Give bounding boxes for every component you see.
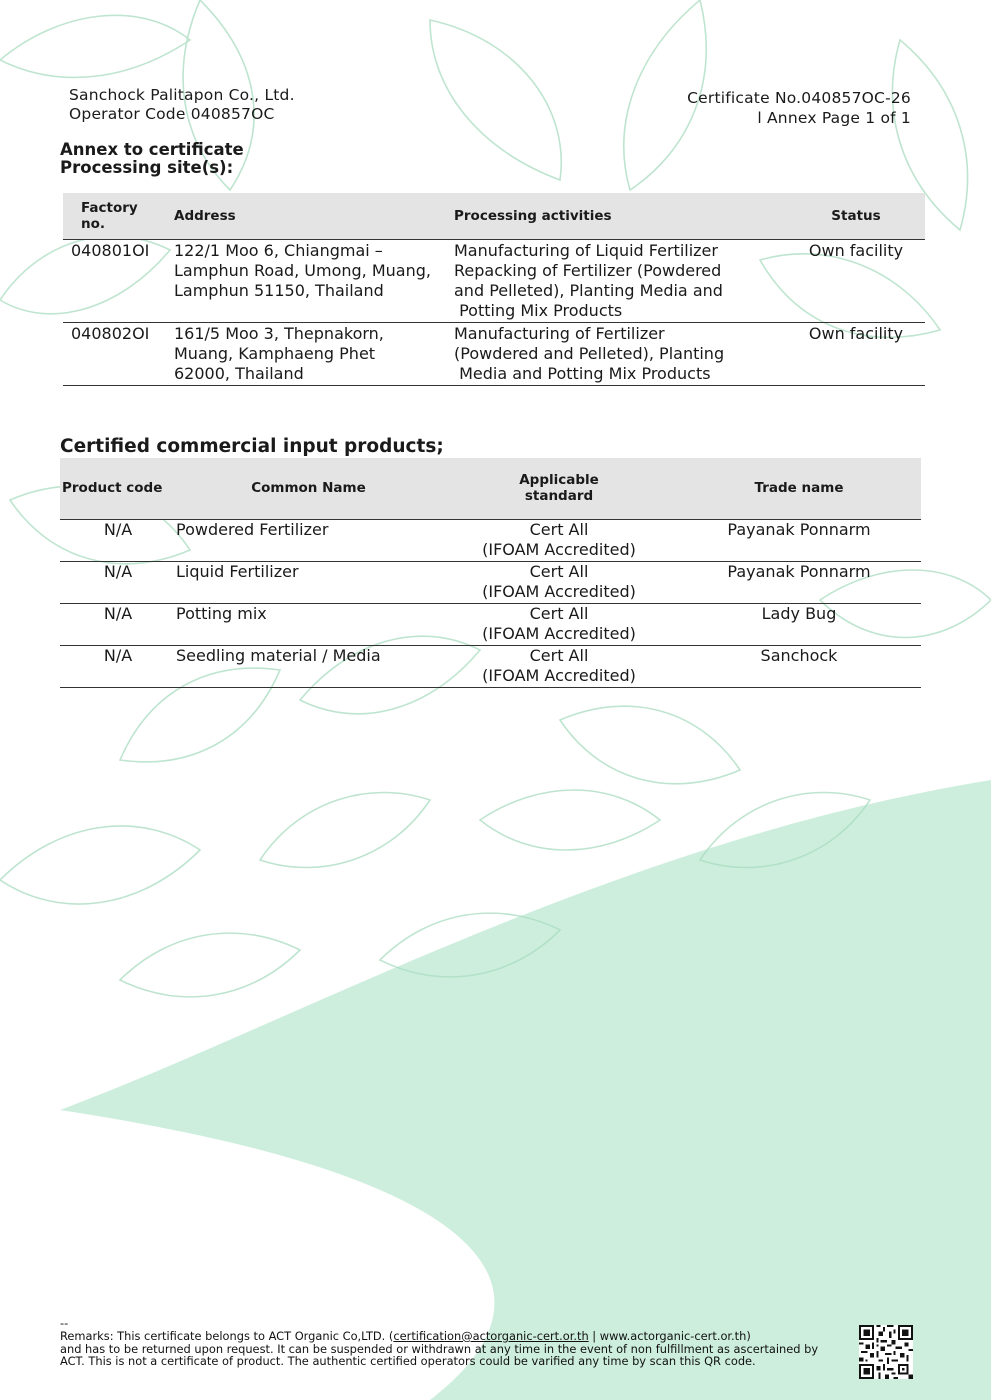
table-row [60,519,921,561]
applicable-standard [441,519,677,561]
products-section-title: Certified commercial input products; [60,436,444,457]
remarks-line: and has to be returned upon request. It can be suspended or withdrawn at any time in the event of non fulfillment as ascertained by [60,1341,819,1356]
table-header-row [60,458,921,519]
standard-line: (IFOAM Accredited) [482,665,636,685]
factory-number: 040802OI [63,322,164,385]
certification-email-link[interactable]: certification@actorganic-cert.or.th [393,1328,589,1343]
qr-code-icon[interactable] [859,1325,913,1379]
trade-name: Payanak Ponnarm [677,561,921,603]
col-header-status: Status [787,193,925,239]
activity-line: Repacking of Fertilizer (Powdered [454,260,722,280]
standard-line: Cert All [529,561,589,581]
col-header-factory: Factory no. [63,193,164,239]
address-line: Lamphun Road, Umong, Muang, [174,260,431,280]
table-row [60,561,921,603]
website-text: | www.actorganic-cert.or.th) [588,1328,751,1343]
table-row [63,239,925,322]
trade-name: Payanak Ponnarm [677,519,921,561]
standard-header-line: Applicable [519,472,599,489]
activity-line: Potting Mix Products [454,300,623,320]
common-name: Potting mix [176,603,441,645]
annex-heading [60,141,244,177]
annex-page-number: l Annex Page 1 of 1 [757,109,911,127]
site-address [164,239,444,322]
common-name: Seedling material / Media [176,645,441,687]
standard-header-line: standard [524,488,594,505]
standard-line: Cert All [529,603,589,623]
operator-code: Operator Code 040857OC [69,105,275,123]
standard-line: (IFOAM Accredited) [482,539,636,559]
activity-line: Manufacturing of Fertilizer [454,323,665,343]
col-header-address: Address [164,193,444,239]
remarks-line: ACT. This is not a certificate of product. The authentic certified operators could be varified any time by scan this QR code. [60,1354,756,1369]
certificate-block [687,88,911,128]
table-row [60,645,921,687]
operator-block [69,86,295,124]
processing-activities [444,239,787,322]
col-header-common-name: Common Name [176,458,441,519]
remarks-text: Remarks: This certificate belongs to ACT Organic Co,LTD. ( [60,1328,394,1343]
col-header-trade-name: Trade name [677,458,921,519]
activity-line: Media and Potting Mix Products [454,363,711,383]
activity-line: (Powdered and Pelleted), Planting [454,343,725,363]
col-header-standard [441,458,677,519]
site-address [164,322,444,385]
site-status: Own facility [787,322,925,385]
common-name: Powdered Fertilizer [176,519,441,561]
address-line: 62000, Thailand [174,363,304,383]
activity-line: Manufacturing of Liquid Fertilizer [454,240,718,260]
footer-separator: -- [60,1316,69,1330]
certified-products-table [60,458,921,688]
trade-name: Sanchock [677,645,921,687]
standard-line: (IFOAM Accredited) [482,623,636,643]
address-line: 122/1 Moo 6, Chiangmai – [174,240,383,260]
processing-activities [444,322,787,385]
col-header-product-code: Product code [60,458,176,519]
table-row [60,603,921,645]
common-name: Liquid Fertilizer [176,561,441,603]
remarks-line [60,1330,860,1343]
product-code: N/A [60,603,176,645]
company-name: Sanchock Palitapon Co., Ltd. [69,86,295,104]
table-header-row [63,193,925,239]
standard-line: (IFOAM Accredited) [482,581,636,601]
certificate-number: Certificate No.040857OC-26 [687,89,911,107]
applicable-standard [441,603,677,645]
col-header-activities: Processing activities [444,193,787,239]
processing-sites-table [63,193,925,386]
annex-subtitle: Processing site(s): [60,158,234,177]
standard-line: Cert All [529,519,589,539]
table-row [63,322,925,385]
applicable-standard [441,645,677,687]
address-line: 161/5 Moo 3, Thepnakorn, [174,323,384,343]
site-status: Own facility [787,239,925,322]
factory-number: 040801OI [63,239,164,322]
activity-line: and Pelleted), Planting Media and [454,280,723,300]
product-code: N/A [60,645,176,687]
standard-line: Cert All [529,645,589,665]
footer-remarks [60,1317,860,1368]
applicable-standard [441,561,677,603]
product-code: N/A [60,519,176,561]
annex-title: Annex to certificate [60,140,244,159]
address-line: Muang, Kamphaeng Phet [174,343,376,363]
address-line: Lamphun 51150, Thailand [174,280,384,300]
trade-name: Lady Bug [677,603,921,645]
product-code: N/A [60,561,176,603]
